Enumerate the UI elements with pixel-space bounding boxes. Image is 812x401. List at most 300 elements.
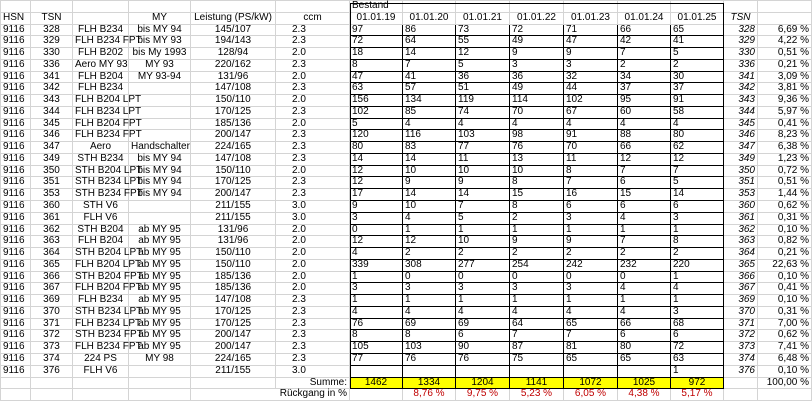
value-cell: 1 — [510, 295, 564, 307]
leistung-cell: 185/136 — [191, 283, 276, 295]
value-cell: 7 — [564, 330, 618, 342]
value-cell: 66 — [618, 24, 671, 36]
value-cell: 4 — [456, 118, 510, 130]
value-cell: 70 — [510, 106, 564, 118]
table-row — [1, 24, 812, 36]
header-year: 01.01.20 — [403, 12, 456, 24]
value-cell: 5 — [456, 59, 510, 71]
value-cell: 55 — [456, 36, 510, 48]
tsn2-cell: 349 — [724, 153, 758, 165]
table-row — [1, 295, 812, 307]
model-cell: FLH B234 LPT — [73, 106, 129, 118]
value-cell: 9 — [564, 48, 618, 60]
leistung-cell: 145/107 — [191, 24, 276, 36]
hsn-cell: 9116 — [1, 59, 31, 71]
value-cell: 220 — [671, 259, 724, 271]
value-cell: 47 — [564, 36, 618, 48]
ccm-cell: 2.3 — [276, 295, 350, 307]
header-year: 01.01.22 — [510, 12, 564, 24]
table-row — [1, 36, 812, 48]
my-cell — [129, 212, 191, 224]
tsn2-cell: 361 — [724, 212, 758, 224]
my-cell: ab MY 95 — [129, 248, 191, 260]
leistung-cell: 200/147 — [191, 330, 276, 342]
value-cell: 72 — [510, 24, 564, 36]
model-cell: FLH B204 — [73, 71, 129, 83]
value-cell: 18 — [350, 48, 403, 60]
ccm-cell: 2.0 — [276, 259, 350, 271]
value-cell: 242 — [564, 259, 618, 271]
value-cell: 49 — [510, 36, 564, 48]
hsn-cell: 9116 — [1, 236, 31, 248]
ccm-cell: 2.3 — [276, 59, 350, 71]
rueckgang-row — [1, 389, 812, 401]
hsn-cell: 9116 — [1, 365, 31, 377]
value-cell: 0 — [456, 271, 510, 283]
value-cell: 2 — [510, 212, 564, 224]
tsn-cell: 351 — [31, 177, 73, 189]
percent-cell: 0,21 % — [758, 59, 812, 71]
value-cell: 34 — [618, 71, 671, 83]
percent-cell: 0,62 % — [758, 330, 812, 342]
value-cell: 5 — [671, 48, 724, 60]
percent-cell: 6,48 % — [758, 353, 812, 365]
value-cell: 7 — [671, 165, 724, 177]
value-cell: 72 — [350, 36, 403, 48]
rueckgang-label: Rückgang in % — [191, 389, 350, 401]
leistung-cell: 170/125 — [191, 106, 276, 118]
value-cell: 2 — [510, 248, 564, 260]
value-cell: 80 — [618, 342, 671, 354]
model-cell: FLH B234 FPT — [73, 36, 129, 48]
ccm-cell: 2.0 — [276, 236, 350, 248]
value-cell — [618, 365, 671, 377]
value-cell: 4 — [671, 118, 724, 130]
value-cell: 103 — [456, 130, 510, 142]
value-cell: 77 — [350, 353, 403, 365]
value-cell: 12 — [350, 236, 403, 248]
value-cell: 3 — [564, 59, 618, 71]
value-cell: 30 — [671, 71, 724, 83]
tsn2-cell: 347 — [724, 142, 758, 154]
value-cell: 14 — [671, 189, 724, 201]
value-cell: 134 — [403, 95, 456, 107]
percent-cell: 1,23 % — [758, 153, 812, 165]
leistung-cell: 194/143 — [191, 36, 276, 48]
model-cell: FLH B202 — [73, 48, 129, 60]
value-cell — [510, 365, 564, 377]
tsn-cell: 376 — [31, 365, 73, 377]
value-cell: 72 — [671, 342, 724, 354]
hsn-cell: 9116 — [1, 330, 31, 342]
my-cell — [129, 201, 191, 213]
value-cell: 1 — [671, 224, 724, 236]
value-cell: 11 — [564, 153, 618, 165]
value-cell: 4 — [618, 306, 671, 318]
leistung-cell: 128/94 — [191, 48, 276, 60]
value-cell: 4 — [510, 306, 564, 318]
value-cell: 9 — [510, 236, 564, 248]
value-cell: 1 — [510, 224, 564, 236]
value-cell: 87 — [510, 342, 564, 354]
value-cell: 41 — [403, 71, 456, 83]
model-cell: FLH B204 FPT — [73, 283, 129, 295]
value-cell: 12 — [350, 165, 403, 177]
value-cell: 4 — [618, 118, 671, 130]
table-row — [1, 271, 812, 283]
ccm-cell: 2.3 — [276, 83, 350, 95]
value-cell: 4 — [403, 306, 456, 318]
table-row — [1, 189, 812, 201]
hsn-cell: 9116 — [1, 224, 31, 236]
table-row — [1, 59, 812, 71]
ccm-cell: 2.0 — [276, 271, 350, 283]
value-cell: 49 — [510, 83, 564, 95]
percent-cell: 0,72 % — [758, 165, 812, 177]
model-cell: STH B234 — [73, 153, 129, 165]
my-cell: ab MY 95 — [129, 330, 191, 342]
model-cell: FLH B204 LPT — [73, 259, 129, 271]
leistung-cell: 131/96 — [191, 236, 276, 248]
value-cell: 41 — [671, 36, 724, 48]
model-cell: STH B204 FPT — [73, 271, 129, 283]
tsn-cell: 362 — [31, 224, 73, 236]
hsn-cell: 9116 — [1, 212, 31, 224]
value-cell: 76 — [403, 353, 456, 365]
value-cell: 7 — [510, 330, 564, 342]
tsn-cell: 330 — [31, 48, 73, 60]
my-cell: ab MY 95 — [129, 283, 191, 295]
value-cell: 8 — [350, 59, 403, 71]
value-cell: 1 — [564, 295, 618, 307]
value-cell: 3 — [403, 283, 456, 295]
value-cell: 57 — [403, 83, 456, 95]
hsn-cell: 9116 — [1, 153, 31, 165]
table-row — [1, 365, 812, 377]
value-cell: 3 — [350, 212, 403, 224]
value-cell: 1 — [403, 224, 456, 236]
tsn2-cell: 369 — [724, 295, 758, 307]
value-cell: 4 — [671, 283, 724, 295]
value-cell: 91 — [564, 130, 618, 142]
header-year: 01.01.21 — [456, 12, 510, 24]
value-cell: 73 — [456, 24, 510, 36]
value-cell: 6 — [671, 330, 724, 342]
value-cell: 90 — [456, 342, 510, 354]
value-cell: 9 — [403, 177, 456, 189]
value-cell: 37 — [618, 83, 671, 95]
value-cell: 0 — [618, 271, 671, 283]
my-cell: bis MY 94 — [129, 189, 191, 201]
ccm-cell: 2.3 — [276, 318, 350, 330]
rueckgang-value: 5,17 % — [671, 389, 724, 401]
ccm-cell: 2.3 — [276, 130, 350, 142]
value-cell: 71 — [564, 24, 618, 36]
hsn-cell: 9116 — [1, 36, 31, 48]
hsn-cell: 9116 — [1, 118, 31, 130]
table-row — [1, 342, 812, 354]
table-row — [1, 48, 812, 60]
value-cell: 9 — [350, 201, 403, 213]
ccm-cell: 2.0 — [276, 224, 350, 236]
value-cell: 5 — [671, 177, 724, 189]
percent-cell: 0,10 % — [758, 224, 812, 236]
percent-cell: 0,62 % — [758, 201, 812, 213]
rueckgang-value — [350, 389, 403, 401]
value-cell: 13 — [510, 153, 564, 165]
ccm-cell: 2.0 — [276, 283, 350, 295]
model-cell: FLH B234 FPT — [73, 342, 129, 354]
value-cell: 95 — [618, 95, 671, 107]
header-year: 01.01.19 — [350, 12, 403, 24]
model-cell: STH B234 LPT — [73, 306, 129, 318]
tsn2-cell: 343 — [724, 95, 758, 107]
percent-cell: 0,31 % — [758, 306, 812, 318]
my-cell: MY 93-94 — [129, 71, 191, 83]
leistung-cell: 220/162 — [191, 59, 276, 71]
header-my: MY — [129, 12, 191, 24]
my-cell: bis MY 94 — [129, 177, 191, 189]
summe-value: 1072 — [564, 377, 618, 389]
leistung-cell: 131/96 — [191, 224, 276, 236]
tsn2-cell: 342 — [724, 83, 758, 95]
value-cell: 68 — [671, 318, 724, 330]
tsn-cell: 360 — [31, 201, 73, 213]
summe-label: Summe: — [276, 377, 350, 389]
table-row — [1, 71, 812, 83]
value-cell: 1 — [618, 224, 671, 236]
model-cell: 224 PS — [73, 353, 129, 365]
value-cell: 17 — [350, 189, 403, 201]
hsn-cell: 9116 — [1, 248, 31, 260]
value-cell: 3 — [510, 283, 564, 295]
tsn-cell: 344 — [31, 106, 73, 118]
tsn-cell: 347 — [31, 142, 73, 154]
percent-cell: 0,31 % — [758, 212, 812, 224]
value-cell: 4 — [618, 212, 671, 224]
value-cell: 14 — [456, 189, 510, 201]
value-cell — [350, 365, 403, 377]
value-cell: 15 — [510, 189, 564, 201]
my-cell: ab MY 95 — [129, 306, 191, 318]
value-cell: 2 — [456, 248, 510, 260]
tsn-cell: 365 — [31, 259, 73, 271]
ccm-cell: 2.3 — [276, 106, 350, 118]
value-cell: 60 — [618, 106, 671, 118]
value-cell: 3 — [350, 283, 403, 295]
value-cell: 15 — [618, 189, 671, 201]
leistung-cell: 150/110 — [191, 259, 276, 271]
hsn-cell: 9116 — [1, 189, 31, 201]
tsn-cell: 328 — [31, 24, 73, 36]
table-row — [1, 318, 812, 330]
value-cell: 7 — [618, 48, 671, 60]
value-cell: 1 — [456, 295, 510, 307]
value-cell: 63 — [350, 83, 403, 95]
percent-cell: 0,41 % — [758, 118, 812, 130]
header-tsn: TSN — [31, 12, 73, 24]
ccm-cell: 2.0 — [276, 165, 350, 177]
leistung-cell: 185/136 — [191, 271, 276, 283]
my-cell: Handschalter — [129, 142, 191, 154]
table-row — [1, 259, 812, 271]
model-cell: FLH B234 — [73, 295, 129, 307]
value-cell: 1 — [564, 224, 618, 236]
rueckgang-value: 5,23 % — [510, 389, 564, 401]
value-cell: 63 — [671, 353, 724, 365]
value-cell: 6 — [618, 177, 671, 189]
table-row — [1, 306, 812, 318]
hsn-cell: 9116 — [1, 106, 31, 118]
value-cell: 76 — [350, 318, 403, 330]
value-cell: 65 — [564, 353, 618, 365]
value-cell: 3 — [564, 212, 618, 224]
leistung-cell: 224/165 — [191, 142, 276, 154]
tsn2-cell: 370 — [724, 306, 758, 318]
percent-cell: 8,23 % — [758, 130, 812, 142]
ccm-cell: 3.0 — [276, 201, 350, 213]
ccm-cell: 2.3 — [276, 153, 350, 165]
value-cell: 308 — [403, 259, 456, 271]
table-row — [1, 165, 812, 177]
hsn-cell: 9116 — [1, 165, 31, 177]
hsn-cell: 9116 — [1, 342, 31, 354]
bestand-label: Bestand — [350, 1, 403, 13]
value-cell: 47 — [350, 71, 403, 83]
hsn-cell: 9116 — [1, 95, 31, 107]
value-cell: 74 — [456, 106, 510, 118]
my-cell: ab MY 95 — [129, 224, 191, 236]
model-cell: FLH V6 — [73, 365, 129, 377]
tsn2-cell: 362 — [724, 224, 758, 236]
summe-value: 1462 — [350, 377, 403, 389]
header-leistung: Leistung (PS/kW) — [191, 12, 276, 24]
value-cell: 2 — [618, 59, 671, 71]
ccm-cell: 2.0 — [276, 248, 350, 260]
tsn2-cell: 330 — [724, 48, 758, 60]
leistung-cell: 150/110 — [191, 165, 276, 177]
leistung-cell: 211/155 — [191, 365, 276, 377]
my-cell: bis My 1993 — [129, 48, 191, 60]
header-hsn: HSN — [1, 12, 31, 24]
tsn-cell: 361 — [31, 212, 73, 224]
ccm-cell: 2.3 — [276, 189, 350, 201]
model-cell: STH B204 LPT — [73, 165, 129, 177]
value-cell: 1 — [671, 271, 724, 283]
percent-cell: 7,41 % — [758, 342, 812, 354]
model-cell: STH B204 — [73, 224, 129, 236]
tsn2-cell: 373 — [724, 342, 758, 354]
value-cell: 32 — [564, 71, 618, 83]
ccm-cell: 2.3 — [276, 177, 350, 189]
percent-cell: 0,10 % — [758, 295, 812, 307]
value-cell: 0 — [564, 271, 618, 283]
tsn-cell: 366 — [31, 271, 73, 283]
model-cell: FLH B234 LPT — [73, 318, 129, 330]
value-cell: 8 — [350, 330, 403, 342]
table-row — [1, 283, 812, 295]
value-cell: 14 — [403, 189, 456, 201]
summe-value: 972 — [671, 377, 724, 389]
leistung-cell: 147/108 — [191, 295, 276, 307]
ccm-cell: 2.3 — [276, 353, 350, 365]
value-cell: 97 — [350, 24, 403, 36]
hsn-cell: 9116 — [1, 71, 31, 83]
value-cell: 5 — [350, 118, 403, 130]
tsn2-cell: 360 — [724, 201, 758, 213]
tsn2-cell: 328 — [724, 24, 758, 36]
value-cell: 7 — [618, 236, 671, 248]
value-cell: 4 — [564, 118, 618, 130]
value-cell: 1 — [350, 295, 403, 307]
percent-cell: 3,09 % — [758, 71, 812, 83]
model-cell: FLH B204 FPT — [73, 118, 129, 130]
tsn2-cell: 344 — [724, 106, 758, 118]
hsn-cell: 9116 — [1, 318, 31, 330]
value-cell: 80 — [671, 130, 724, 142]
value-cell: 9 — [564, 236, 618, 248]
value-cell: 120 — [350, 130, 403, 142]
value-cell: 64 — [510, 318, 564, 330]
leistung-cell: 147/108 — [191, 153, 276, 165]
header-ccm: ccm — [276, 12, 350, 24]
my-cell: ab MY 95 — [129, 271, 191, 283]
percent-cell: 5,97 % — [758, 106, 812, 118]
my-cell — [129, 365, 191, 377]
leistung-cell: 150/110 — [191, 95, 276, 107]
ccm-cell: 2.3 — [276, 330, 350, 342]
value-cell: 232 — [618, 259, 671, 271]
value-cell: 8 — [403, 330, 456, 342]
percent-cell: 0,51 % — [758, 177, 812, 189]
table-row — [1, 248, 812, 260]
value-cell: 8 — [564, 165, 618, 177]
summe-percent: 100,00 % — [758, 377, 812, 389]
value-cell: 37 — [671, 83, 724, 95]
leistung-cell: 200/147 — [191, 342, 276, 354]
model-cell: STH B234 FPT — [73, 189, 129, 201]
hsn-cell: 9116 — [1, 306, 31, 318]
value-cell: 3 — [564, 283, 618, 295]
model-cell: Aero MY 93 — [73, 59, 129, 71]
leistung-cell: 224/165 — [191, 353, 276, 365]
value-cell: 4 — [350, 306, 403, 318]
value-cell: 44 — [564, 83, 618, 95]
my-cell: bis MY 94 — [129, 165, 191, 177]
header-tsn2: TSN — [724, 12, 758, 24]
value-cell: 86 — [403, 24, 456, 36]
ccm-cell: 3.0 — [276, 365, 350, 377]
percent-cell: 6,38 % — [758, 142, 812, 154]
leistung-cell: 200/147 — [191, 130, 276, 142]
hsn-cell: 9116 — [1, 353, 31, 365]
ccm-cell: 2.3 — [276, 306, 350, 318]
tsn-cell: 373 — [31, 342, 73, 354]
table-row — [1, 95, 812, 107]
value-cell: 2 — [671, 59, 724, 71]
value-cell: 9 — [456, 177, 510, 189]
table-row — [1, 212, 812, 224]
value-cell — [564, 365, 618, 377]
value-cell: 64 — [403, 36, 456, 48]
ccm-cell: 2.0 — [276, 118, 350, 130]
tsn-cell: 364 — [31, 248, 73, 260]
tsn-cell: 370 — [31, 306, 73, 318]
table-row — [1, 236, 812, 248]
tsn2-cell: 336 — [724, 59, 758, 71]
percent-cell: 4,22 % — [758, 36, 812, 48]
value-cell: 65 — [671, 24, 724, 36]
